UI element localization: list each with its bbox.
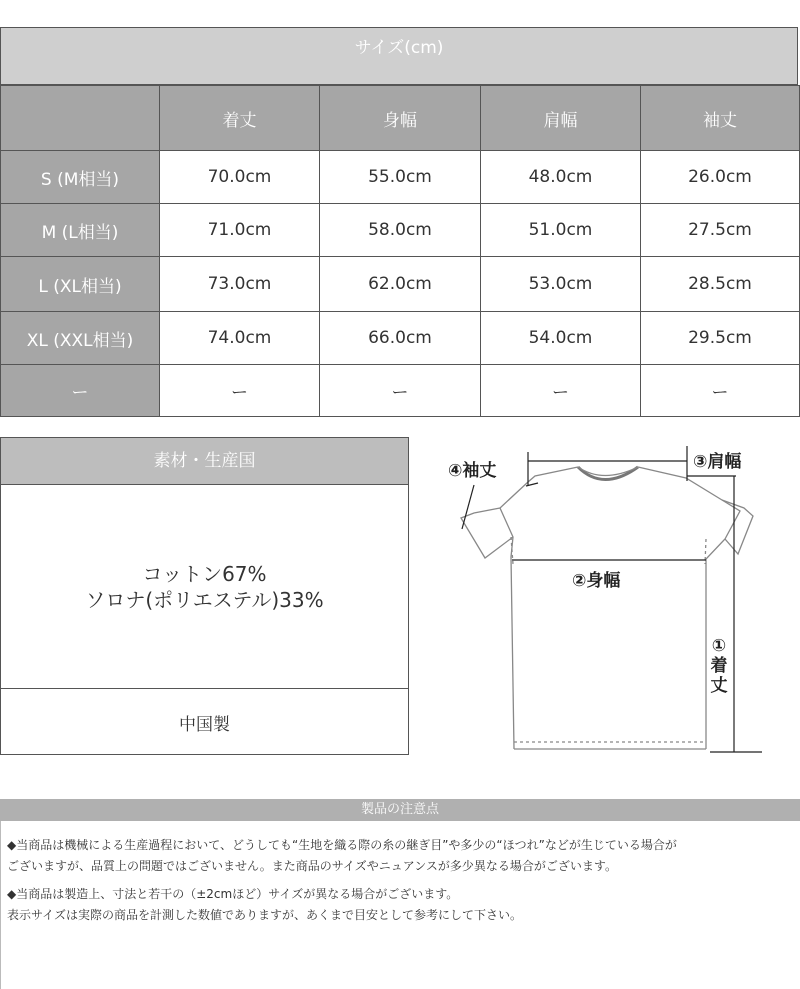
row-label: ー <box>1 365 160 417</box>
note-line: ございますが、品質上の問題ではございません。また商品のサイズやニュアンスが多少異なる場合がございます。 <box>7 859 617 873</box>
country-of-origin: 中国製 <box>179 714 230 735</box>
sleeve-length-label: ④袖丈 <box>448 461 497 481</box>
body-width-label: ②身幅 <box>572 571 621 591</box>
header-corner <box>1 86 160 151</box>
table-cell: ー <box>481 365 641 417</box>
size-table-header-row <box>1 86 800 151</box>
table-cell: 71.0cm <box>160 204 320 257</box>
table-cell: 26.0cm <box>641 151 800 204</box>
length-label <box>708 636 730 696</box>
table-cell: ー <box>160 365 320 417</box>
table-cell: 48.0cm <box>481 151 641 204</box>
table-row <box>1 312 800 365</box>
table-cell: 55.0cm <box>320 151 481 204</box>
size-table-title: サイズ(cm) <box>0 27 798 85</box>
table-cell: 66.0cm <box>320 312 481 365</box>
note-line: ◆当商品は機械による生産過程において、どうしても“生地を織る際の糸の継ぎ目”や多少の“ほつれ”などが生じている場合が <box>7 838 677 852</box>
table-cell: 51.0cm <box>481 204 641 257</box>
table-cell: 58.0cm <box>320 204 481 257</box>
size-table <box>0 85 800 417</box>
notes-box <box>0 821 800 989</box>
row-label: M (L相当) <box>1 204 160 257</box>
table-cell: 74.0cm <box>160 312 320 365</box>
header-length: 着丈 <box>160 86 320 151</box>
note-line: ◆当商品は製造上、寸法と若干の（±2cmほど）サイズが異なる場合がございます。 <box>7 887 459 901</box>
table-cell: ー <box>320 365 481 417</box>
material-composition <box>1 485 408 689</box>
table-row <box>1 204 800 257</box>
table-cell: 70.0cm <box>160 151 320 204</box>
table-cell: 27.5cm <box>641 204 800 257</box>
header-shoulder-width: 肩幅 <box>481 86 641 151</box>
note-line: 表示サイズは実際の商品を計測した数値でありますが、あくまで目安として参考にして下さい。 <box>7 908 523 922</box>
row-label: S (M相当) <box>1 151 160 204</box>
table-row <box>1 151 800 204</box>
table-row <box>1 365 800 417</box>
header-sleeve-length: 袖丈 <box>641 86 800 151</box>
length-label-number: ① <box>711 636 727 656</box>
length-label-char: 着 <box>710 656 728 676</box>
row-label: L (XL相当) <box>1 257 160 312</box>
notes-title: 製品の注意点 <box>0 799 800 821</box>
table-cell: ー <box>641 365 800 417</box>
table-cell: 62.0cm <box>320 257 481 312</box>
material-line: コットン67% <box>142 561 267 586</box>
tshirt-measurement-diagram <box>440 436 800 766</box>
material-title: 素材・生産国 <box>1 438 408 485</box>
material-box <box>0 437 409 755</box>
table-cell: 73.0cm <box>160 257 320 312</box>
table-cell: 54.0cm <box>481 312 641 365</box>
table-cell: 53.0cm <box>481 257 641 312</box>
length-label-char: 丈 <box>710 676 728 696</box>
row-label: XL (XXL相当) <box>1 312 160 365</box>
material-line: ソロナ(ポリエステル)33% <box>85 587 324 612</box>
tshirt-outline-icon <box>440 436 800 766</box>
header-body-width: 身幅 <box>320 86 481 151</box>
shoulder-width-label: ③肩幅 <box>693 452 742 472</box>
table-cell: 29.5cm <box>641 312 800 365</box>
table-cell: 28.5cm <box>641 257 800 312</box>
table-row <box>1 257 800 312</box>
